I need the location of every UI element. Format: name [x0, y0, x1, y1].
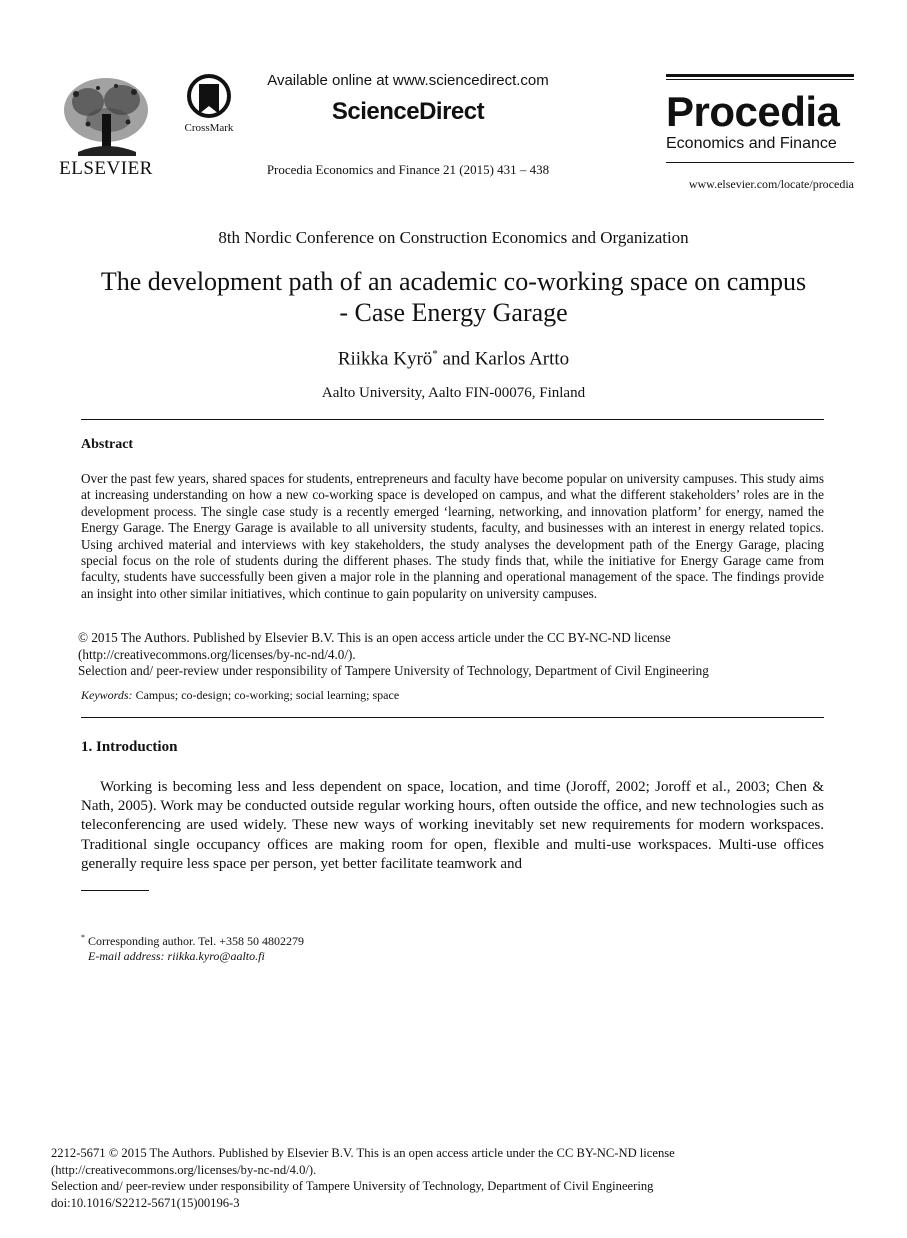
footnote-rule [81, 890, 149, 891]
procedia-rule [666, 74, 854, 77]
footnote [81, 930, 681, 964]
affiliation: Aalto University, Aalto FIN-00076, Finland [321, 385, 586, 401]
crossmark-label: CrossMark [184, 122, 234, 134]
available-online: Available online at www.sciencedirect.com [267, 72, 549, 89]
keywords-label: Keywords: [81, 688, 133, 702]
procedia-rule-thin [666, 79, 854, 80]
section-heading-introduction: 1. Introduction [81, 739, 178, 755]
crossmark-icon[interactable] [181, 74, 237, 134]
corresponding-mark[interactable]: * [432, 348, 438, 360]
procedia-brand-block [666, 74, 854, 163]
abstract-text: Over the past few years, shared spaces for students, entrepreneurs and faculty have become popular on university campuses. This study aims at increasing understanding on how a new co-working space is developed on campus, and what the different stakeholders’ roles are in the development process. The single case study is a recently emerged ‘learning, networking, and innovation platform’ for energy, named the Energy Garage. The Energy Garage is available to all university students, faculty, and businesses with an interest in energy related topics. Using archived material and interviews with key stakeholders, the study analyses the development path of the Energy Garage, placing special focus on the role of students during the different phases. The study finds that, while the initiative for Energy Garage came from faculty, students have successfully been given a major role in the planning and operational management of the space. The findings provide an insight into other similar initiatives, which continue to gain popularity on university campuses. [81, 471, 824, 601]
divider-bottom [81, 717, 824, 718]
journal-reference: Procedia Economics and Finance 21 (2015) 431 – 438 [266, 162, 550, 177]
introduction-paragraph [81, 778, 824, 874]
license-line3: Selection and/ peer-review under responsibility of Tampere University of Technology, Department of Civil Engineering [78, 663, 709, 678]
publisher-name: ELSEVIER [59, 158, 153, 179]
bottom-line1: 2212-5671 © 2015 The Authors. Published by Elsevier B.V. This is an open access article under the CC BY-NC-ND license [51, 1146, 675, 1160]
license-link[interactable]: (http://creativecommons.org/licenses/by-nc-nd/4.0/). [78, 646, 356, 662]
bottom-license-link[interactable]: (http://creativecommons.org/licenses/by-nc-nd/4.0/). [51, 1162, 317, 1177]
procedia-rule-bottom [666, 162, 854, 163]
footnote-mark: * [81, 933, 85, 942]
abstract-heading: Abstract [81, 437, 134, 452]
journal-url[interactable]: www.elsevier.com/locate/procedia [688, 177, 854, 191]
footnote-email[interactable]: E-mail address: riikka.kyro@aalto.fi [88, 949, 265, 963]
keywords-list: Campus; co-design; co-working; social learning; space [132, 688, 400, 702]
author-2: and Karlos Artto [437, 348, 570, 370]
sciencedirect-brand: ScienceDirect [331, 98, 485, 125]
introduction-text: Working is becoming less and less dependent on space, location, and time (Joroff, 2002; Joroff et al., 2003; Chen & Nath, 2005). Work may be conducted outside regular working hours, often outside the office, and new technologies such as teleconferencing are used widely. These new ways of working inevitably set new requirements for modern workspaces. Traditional single occupancy offices are making room for open, flexible and multi-use workspaces. Multi-use offices generally require less space per person, yet better facilitate teamwork and [81, 779, 824, 872]
paper-title [40, 266, 867, 328]
keywords [81, 688, 824, 703]
license-statement [78, 630, 828, 680]
bottom-line3: Selection and/ peer-review under responsibility of Tampere University of Technology, Department of Civil Engineering [51, 1179, 654, 1193]
footnote-line1: Corresponding author. Tel. +358 50 4802279 [85, 934, 305, 948]
paper-title-line1: The development path of an academic co-working space on campus [100, 267, 807, 296]
paper-title-line2: - Case Energy Garage [339, 298, 568, 327]
procedia-subtitle: Economics and Finance [666, 135, 837, 152]
divider-top [81, 419, 824, 420]
bottom-notice [51, 1145, 851, 1211]
license-line1: © 2015 The Authors. Published by Elsevier B.V. This is an open access article under the CC BY-NC-ND license [78, 630, 671, 645]
procedia-title: Procedia [666, 88, 840, 135]
conference-name: 8th Nordic Conference on Construction Economics and Organization [218, 228, 689, 247]
authors [0, 348, 907, 370]
author-1: Riikka Kyrö [337, 348, 433, 370]
doi[interactable]: doi:10.1016/S2212-5671(15)00196-3 [51, 1195, 240, 1210]
